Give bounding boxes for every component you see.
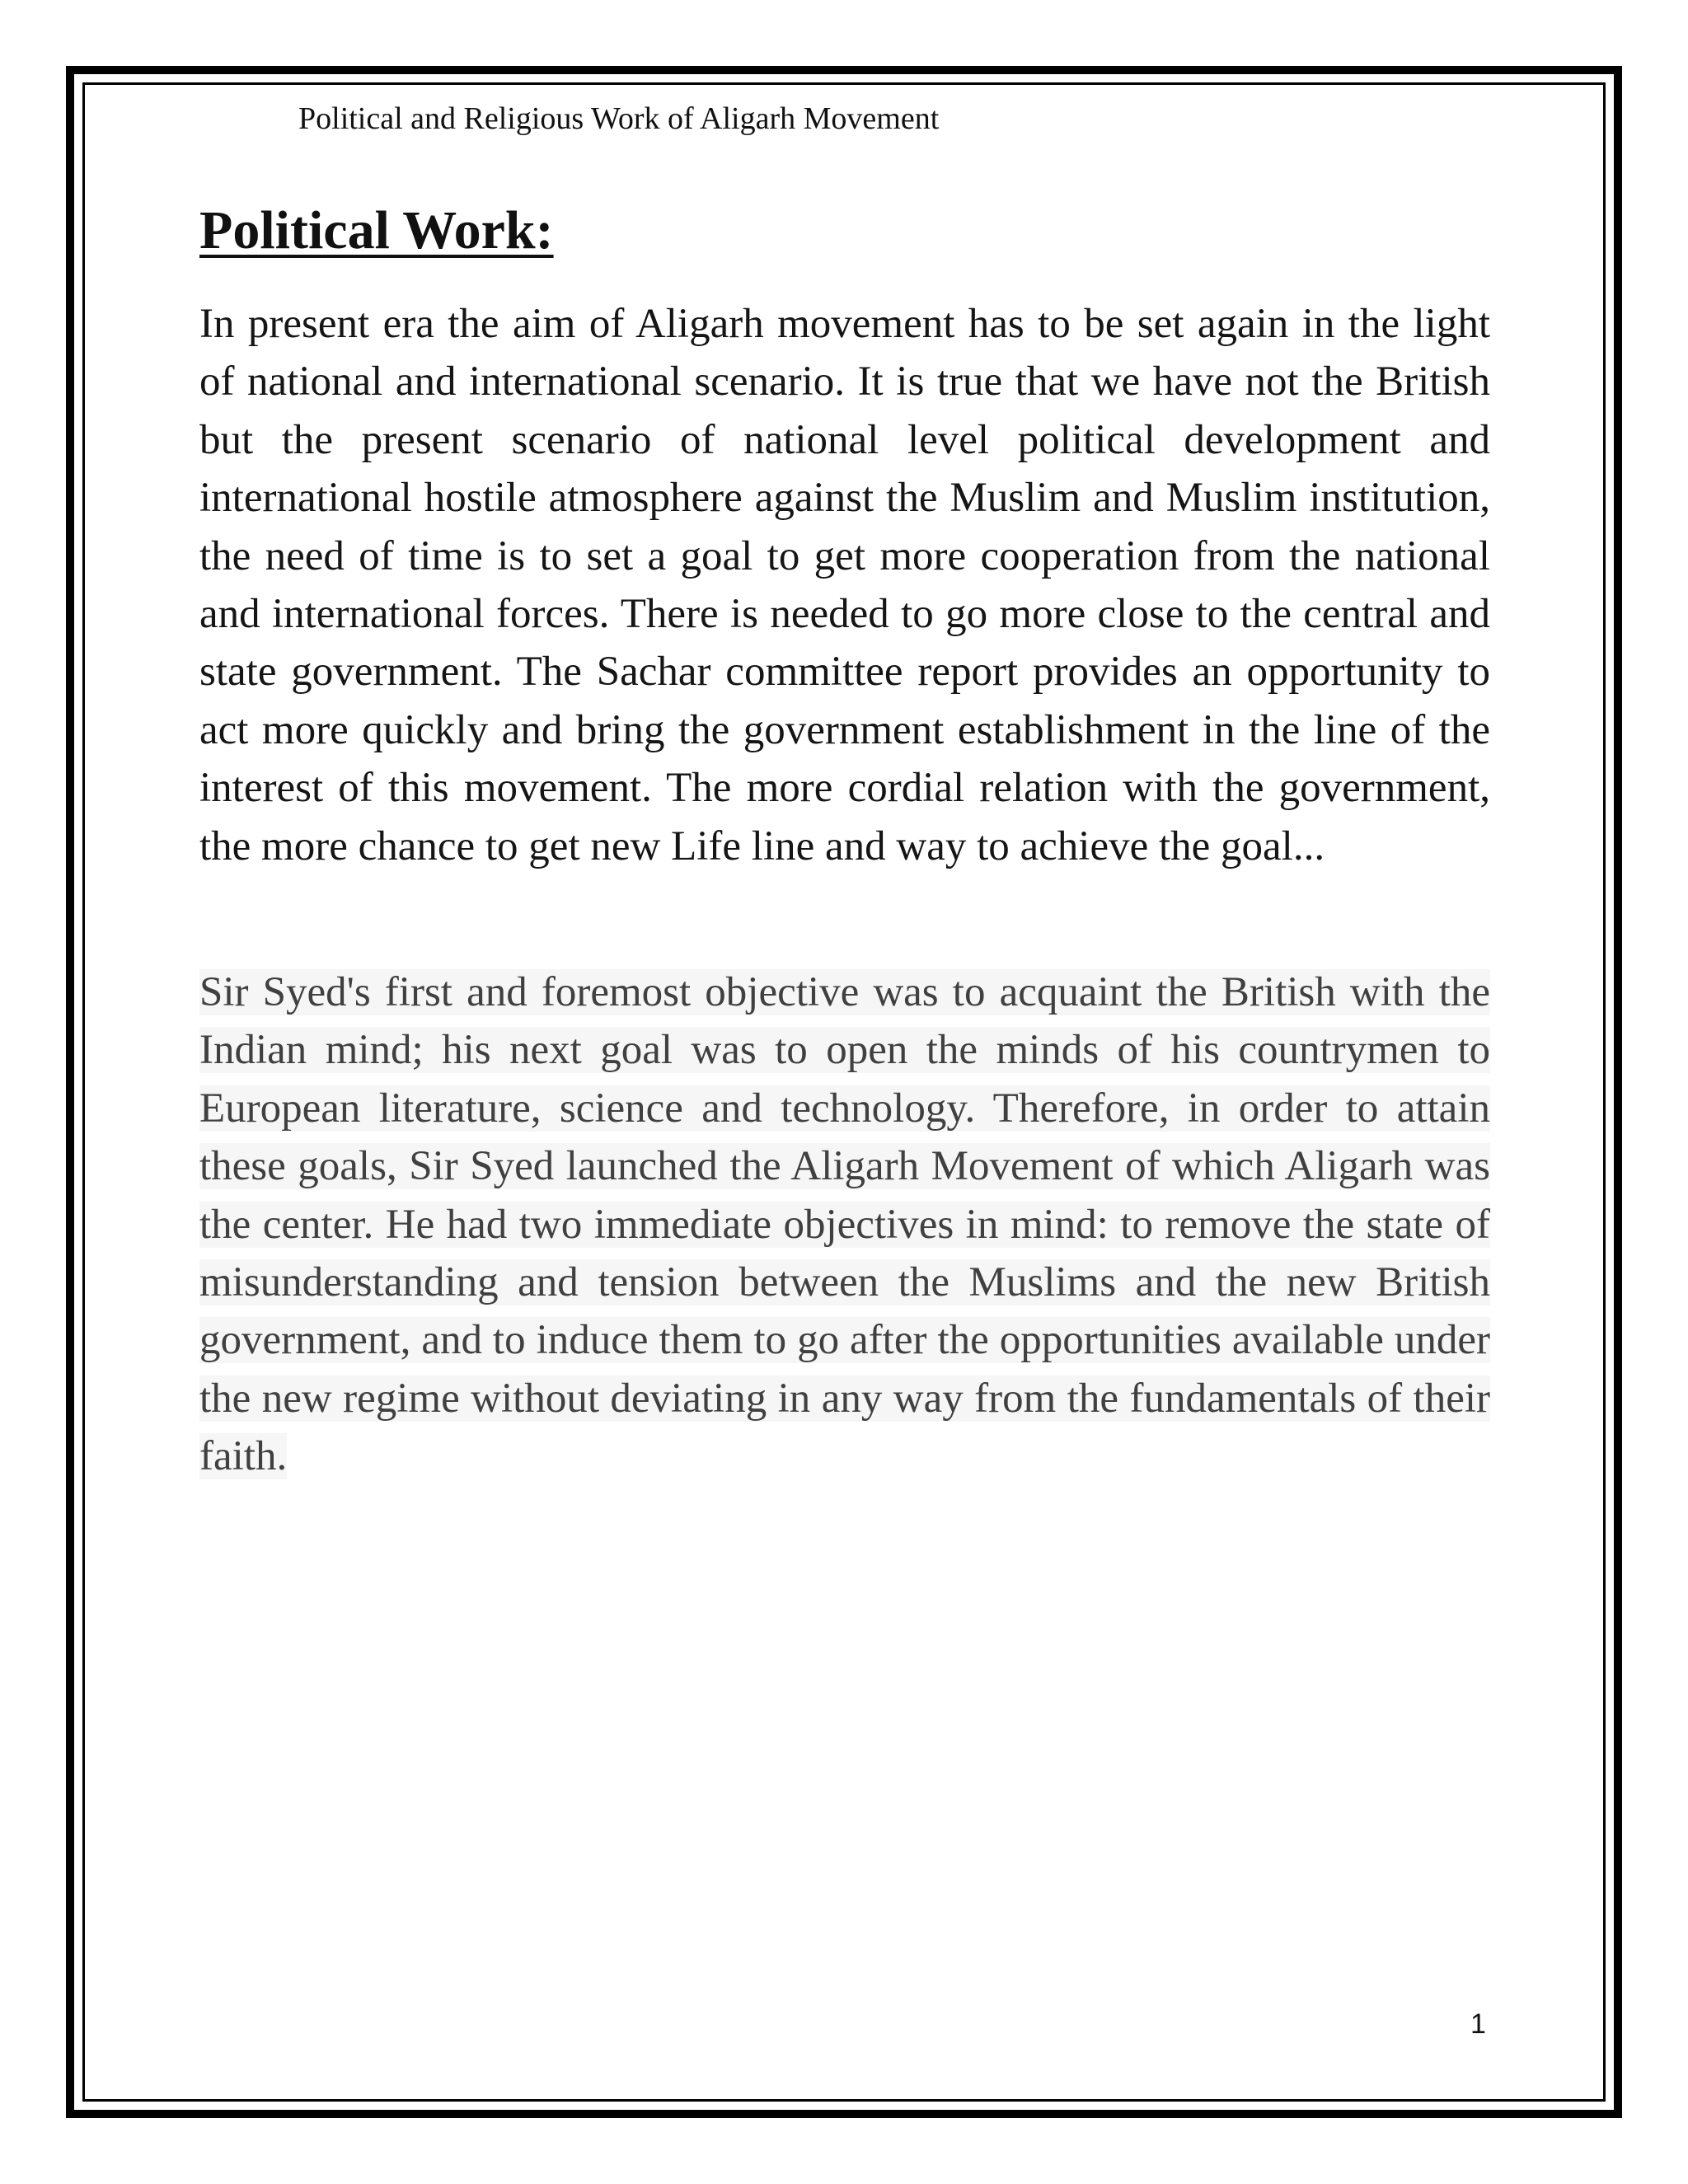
section-heading: Political Work:	[199, 200, 554, 260]
paragraph-sir-syed-objectives-text: Sir Syed's first and foremost objective was to acquaint the British with the Indian mind; his next goal was to open the minds of his countrymen to European literature, science and technology. Therefore, in order to attain these goals, Sir Syed launched the Aligarh Movement of which Aligarh was the center. He had two immediate objectives in mind: to remove the state of misunderstanding and tension between the Muslims and the new British government, and to induce them to go after the opportunities available under the new regime without deviating in any way from the fundamentals of their faith.	[199, 969, 1490, 1480]
paragraph-sir-syed-objectives	[199, 963, 1490, 1486]
running-header: Political and Religious Work of Aligarh Movement	[298, 101, 940, 136]
paragraph-aligarh-aim: In present era the aim of Aligarh movement has to be set again in the light of national and international scenario. It is true that we have not the British but the present scenario of national level political development and international hostile atmosphere against the Muslim and Muslim institution, the need of time is to set a goal to get more cooperation from the national and international forces. There is needed to go more close to the central and state government. The Sachar committee report provides an opportunity to act more quickly and bring the government establishment in the line of the interest of this movement. The more cordial relation with the government, the more chance to get new Life line and way to achieve the goal...	[199, 301, 1490, 869]
page-number: 1	[1470, 2008, 1486, 2040]
